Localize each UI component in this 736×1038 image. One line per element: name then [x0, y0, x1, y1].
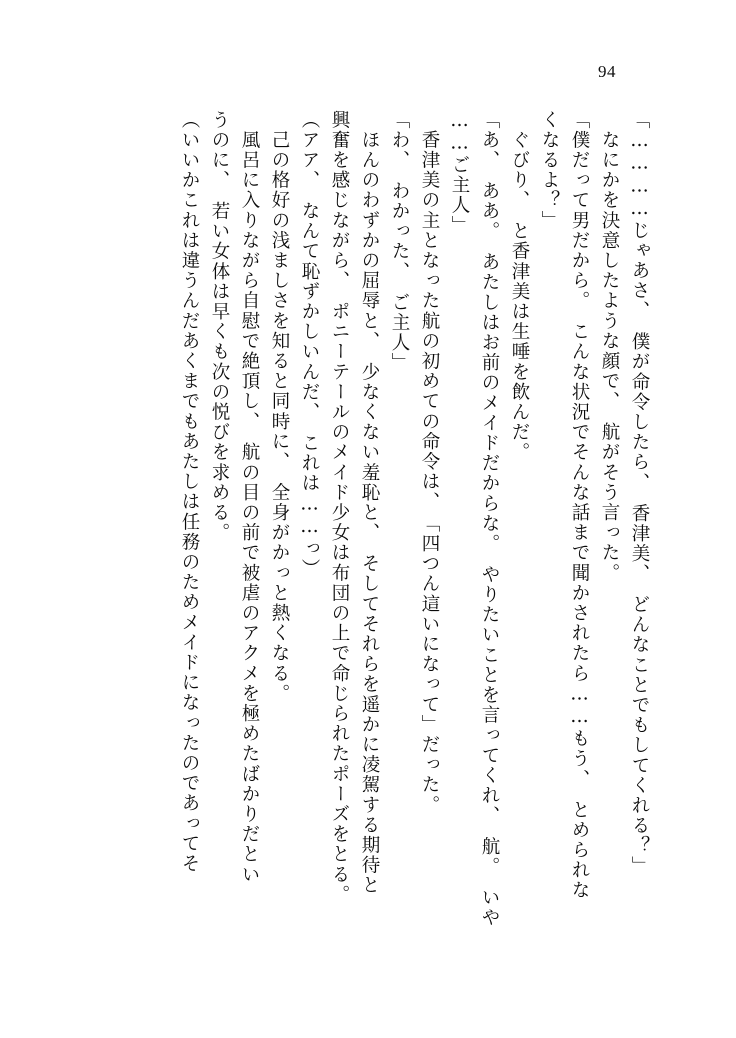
text-line: ぐびり、 と香津美は生唾を飲んだ。: [509, 110, 530, 463]
text-line: 「…………じゃあさ、 僕が命令したら、 香津美、 どんなことでもしてくれる？」: [629, 110, 650, 877]
text-line: 「わ、 わかった、 ご主人」: [389, 110, 410, 373]
text-line: 己の格好の浅ましさを知ると同時に、 全身がかっと熱くなる。: [269, 110, 290, 704]
text-line: （アア、 なんて恥ずかしいんだ、 これは……っ）: [299, 110, 320, 579]
text-line: くなるよ？」: [539, 110, 560, 231]
vertical-text-body: [60, 110, 648, 970]
text-line: うのに、 若い女体は早くも次の悦びを求める。: [209, 110, 230, 543]
page-number: 94: [598, 62, 616, 81]
text-line: 「僕だって男だから。 こんな状況でそんな話まで聞かされたら……もう、 とめられな: [569, 110, 590, 901]
text-line: 香津美の主となった航の初めての命令は、 「四つん這いになって」だった。: [419, 110, 440, 816]
text-line: ほんのわずかの屈辱と、 少なくない羞恥と、 そしてそれらを遥かに凌駕する期待と: [359, 110, 380, 896]
text-line: 興奮を感じながら、 ポニーテールのメイド少女は布団の上で命じられたポーズをとる。: [329, 110, 350, 905]
text-line: 「あ、 ああ。 あたしはお前のメイドだからな。 やりたいことを言ってくれ、 航。 いや: [479, 110, 500, 929]
text-line: 風呂に入りながら自慰で絶頂し、 航の目の前で被虐のアクメを極めたばかりだとい: [239, 110, 260, 885]
text-line: （いいかこれは違うんだあくまでもあたしは任務のためメイドになったのであってそ: [179, 110, 200, 874]
text-line: ……ご主人」: [449, 110, 470, 236]
text-line: なにかを決意したような顔で、 航がそう言った。: [599, 110, 620, 584]
